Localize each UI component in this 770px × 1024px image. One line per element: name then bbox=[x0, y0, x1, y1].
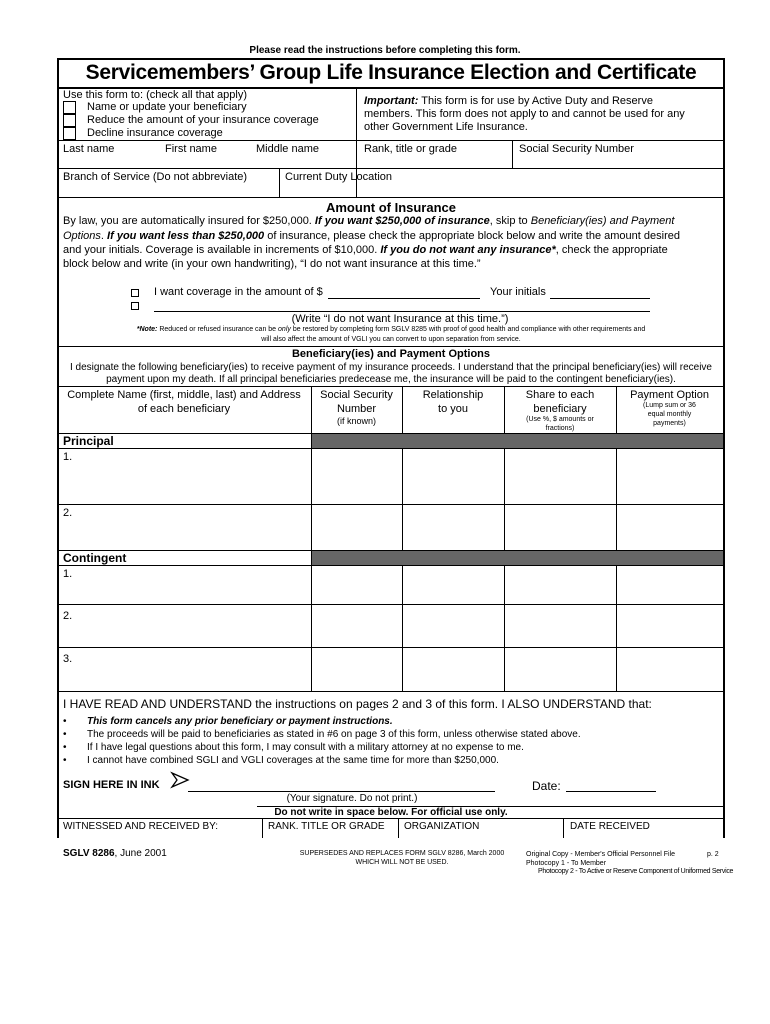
col-ssn-header-1: Social Security bbox=[320, 389, 393, 401]
col-name-header-1: Complete Name (first, middle, last) and Address bbox=[67, 389, 301, 401]
text: , June 2001 bbox=[114, 848, 167, 859]
option-label: Decline insurance coverage bbox=[87, 127, 223, 139]
coverage-amount-label: I want coverage in the amount of $ bbox=[154, 286, 323, 298]
important-text: This form is for use by Active Duty and Reserve bbox=[418, 95, 653, 107]
official-use-heading: Do not write in space below. For official use only. bbox=[274, 807, 508, 818]
text: Beneficiary(ies) and Payment bbox=[530, 215, 675, 227]
important-line-3: other Government Life Insurance. bbox=[364, 121, 528, 133]
certify-bullet-4: I cannot have combined SGLI and VGLI coverages at the same time for more than $250,000. bbox=[87, 755, 499, 766]
write-note: (Write “I do not want Insurance at this time.”) bbox=[291, 313, 509, 325]
text: of insurance, please check the appropriate block below and write the amount desired bbox=[264, 230, 680, 242]
official-rank-label: RANK. TITLE OR GRADE bbox=[268, 821, 385, 832]
supersedes-line-1: SUPERSEDES AND REPLACES FORM SGLV 8286, March 2000 bbox=[299, 850, 505, 857]
text: . bbox=[100, 230, 108, 242]
principal-shaded-row bbox=[312, 434, 723, 448]
middle-name-label: Middle name bbox=[256, 143, 319, 155]
text: , check the appropriate bbox=[555, 244, 668, 256]
col-rel-header-1: Relationship bbox=[422, 389, 484, 401]
branch-label: Branch of Service (Do not abbreviate) bbox=[63, 171, 248, 183]
bullet: • bbox=[63, 716, 67, 727]
certify-bullet-2: The proceeds will be paid to beneficiaries as stated in #6 on page 3 of this form, unless otherwise stated above. bbox=[87, 729, 581, 740]
certify-bullet-1: This form cancels any prior beneficiary or payment instructions. bbox=[87, 716, 393, 727]
text: , skip to bbox=[489, 215, 531, 227]
option-label: Reduce the amount of your insurance coverage bbox=[87, 114, 319, 126]
text: Reduced or refused insurance can be bbox=[157, 326, 279, 333]
duty-location-label: Current Duty Location bbox=[285, 171, 392, 183]
witnessed-label: WITNESSED AND RECEIVED BY: bbox=[63, 821, 219, 832]
note-line-1 bbox=[57, 326, 725, 333]
bullet: • bbox=[63, 742, 67, 753]
ssn-label: Social Security Number bbox=[519, 143, 634, 155]
text: and your initials. Coverage is available in increments of $10,000. bbox=[63, 244, 381, 256]
page-number: p. 2 bbox=[707, 851, 719, 858]
supersedes-line-2: WHICH WILL NOT BE USED. bbox=[355, 859, 449, 866]
rank-label: Rank, title or grade bbox=[364, 143, 457, 155]
important-line-2: members. This form does not apply to and cannot be used for any bbox=[364, 108, 685, 120]
principal-row-number: 1. bbox=[63, 451, 73, 463]
text: SGLV 8286 bbox=[63, 848, 115, 859]
decline-statement-input[interactable] bbox=[154, 311, 650, 312]
col-pay-header-2: (Lump sum or 36 bbox=[643, 402, 696, 409]
initials-input[interactable] bbox=[550, 298, 650, 299]
coverage-amount-checkbox[interactable] bbox=[131, 289, 139, 297]
reduce-coverage-checkbox[interactable] bbox=[63, 114, 76, 127]
text: By law, you are automatically insured for $250,000. bbox=[63, 215, 315, 227]
important-line-1 bbox=[364, 95, 653, 107]
certify-bullet-3: If I have legal questions about this form, I may consult with a military attorney at no expense to me. bbox=[87, 742, 524, 753]
contingent-shaded-row bbox=[312, 551, 723, 565]
text: If you do not want any insurance* bbox=[380, 244, 556, 256]
principal-row-number: 2. bbox=[63, 507, 73, 519]
organization-label: ORGANIZATION bbox=[404, 821, 480, 832]
copy-line-3: Photocopy 2 - To Active or Reserve Component of Uniformed Service bbox=[538, 868, 734, 875]
form-id bbox=[63, 848, 167, 859]
amount-heading: Amount of Insurance bbox=[325, 200, 456, 215]
signature-input[interactable] bbox=[188, 791, 495, 792]
note-line-2: will also affect the amount of VGLI you can convert to upon separation from service. bbox=[261, 336, 521, 343]
col-ssn-header-2: Number bbox=[336, 403, 377, 415]
col-share-header-2: beneficiary bbox=[533, 403, 587, 415]
important-label: Important: bbox=[364, 95, 419, 107]
col-name-header-2: of each beneficiary bbox=[137, 403, 231, 415]
date-input[interactable] bbox=[566, 791, 656, 792]
contingent-row-number: 1. bbox=[63, 568, 73, 580]
copy-line-1: Original Copy - Member's Official Personnel File bbox=[526, 851, 676, 858]
text: If you want less than $250,000 bbox=[107, 230, 265, 242]
option-label: Name or update your beneficiary bbox=[87, 101, 247, 113]
date-received-label: DATE RECEIVED bbox=[570, 821, 650, 832]
text: If you want $250,000 of insurance bbox=[314, 215, 490, 227]
col-rel-header-2: to you bbox=[438, 403, 468, 415]
beneficiary-desc-2: payment upon my death. If all principal beneficiaries predecease me, the insurance will be paid to the contingent beneficiary(ies). bbox=[106, 374, 676, 385]
col-share-header-4: fractions) bbox=[545, 425, 575, 432]
bullet: • bbox=[63, 729, 67, 740]
copy-line-2: Photocopy 1 - To Member bbox=[526, 860, 607, 867]
col-pay-header-4: payments) bbox=[653, 420, 686, 427]
certify-heading: I HAVE READ AND UNDERSTAND the instructions on pages 2 and 3 of this form. I ALSO UNDERSTAND that: bbox=[63, 697, 652, 711]
initials-label: Your initials bbox=[490, 286, 546, 298]
text: *Note: bbox=[136, 326, 158, 333]
sign-here-label: SIGN HERE IN INK bbox=[63, 779, 160, 791]
form-title: Servicemembers’ Group Life Insurance Election and Certificate bbox=[85, 61, 697, 84]
text: be restored by completing form SGLV 8285 with proof of good health and compliance with other requirements and bbox=[290, 326, 646, 333]
signature-note: (Your signature. Do not print.) bbox=[286, 793, 418, 804]
text: Options bbox=[63, 230, 101, 242]
amount-para-line-4: block below and write (in your own handwriting), “I do not want insurance at this time.” bbox=[63, 258, 481, 270]
text: only bbox=[278, 326, 291, 333]
principal-label: Principal bbox=[63, 434, 114, 448]
contingent-row-number: 2. bbox=[63, 610, 73, 622]
contingent-label: Contingent bbox=[63, 551, 127, 565]
contingent-row-number: 3. bbox=[63, 653, 73, 665]
amount-para-line-2 bbox=[63, 230, 680, 242]
update-beneficiary-checkbox[interactable] bbox=[63, 101, 76, 114]
last-name-label: Last name bbox=[63, 143, 115, 155]
coverage-amount-input[interactable] bbox=[328, 298, 480, 299]
amount-para-line-1 bbox=[63, 215, 674, 227]
col-share-header-1: Share to each bbox=[525, 389, 595, 401]
col-pay-header-3: equal monthly bbox=[647, 411, 692, 418]
col-ssn-header-3: (if known) bbox=[336, 416, 376, 426]
bullet: • bbox=[63, 755, 67, 766]
col-share-header-3: (Use %, $ amounts or bbox=[526, 416, 594, 423]
decline-insurance-checkbox[interactable] bbox=[131, 302, 139, 310]
beneficiary-desc-1: I designate the following beneficiary(ies) to receive payment of my insurance proceeds. I understand that the principal beneficiary(ies) will receive bbox=[70, 362, 712, 373]
instructions-notice: Please read the instructions before completing this form. bbox=[249, 45, 521, 56]
amount-para-line-3 bbox=[63, 244, 668, 256]
arrow-pointer-icon bbox=[170, 771, 190, 789]
use-form-heading: Use this form to: (check all that apply) bbox=[63, 89, 248, 101]
date-label: Date: bbox=[532, 779, 561, 793]
first-name-label: First name bbox=[165, 143, 217, 155]
beneficiary-heading: Beneficiary(ies) and Payment Options bbox=[291, 348, 491, 360]
decline-coverage-checkbox[interactable] bbox=[63, 127, 76, 140]
col-pay-header-1: Payment Option bbox=[630, 389, 709, 401]
